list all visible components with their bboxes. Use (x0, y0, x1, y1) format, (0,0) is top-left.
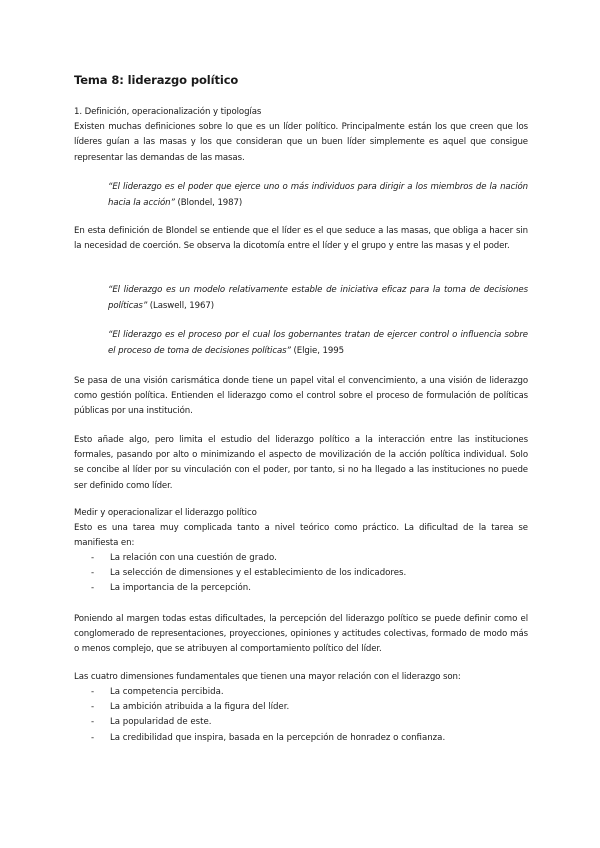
quote-blondel (108, 179, 528, 211)
paragraph-perception-text: Poniendo al margen todas estas dificultades, la percepción del liderazgo político se puede definir como el conglomerado de representaciones, proyecciones, opiniones y actitudes colectivas, formado de modo más o menos complejo, que se atribuyen al comportamiento político del líder. (74, 614, 528, 655)
section-2-heading: Medir y operacionalizar el liderazgo político (74, 508, 257, 518)
quote-laswell-cite: (Laswell, 1967) (147, 301, 214, 311)
quote-laswell-text: “El liderazgo es un modelo relativamente estable de iniciativa eficaz para la toma de decisiones políticas” (108, 285, 528, 311)
quote-elgie (108, 327, 528, 359)
paragraph-limits (74, 433, 528, 494)
list-item: - La credibilidad que inspira, basada en la percepción de honradez o confianza. (74, 731, 528, 746)
paragraph-perception (74, 612, 528, 658)
page-title: Tema 8: liderazgo político (74, 73, 239, 87)
list-item: - La competencia percibida. (74, 685, 528, 700)
list-item: - La popularidad de este. (74, 715, 528, 730)
section-1-heading: 1. Definición, operacionalización y tipologías (74, 107, 262, 117)
quote-elgie-cite: (Elgie, 1995 (290, 346, 344, 356)
list-dash: - (91, 702, 95, 713)
section-2 (74, 506, 528, 552)
dimensions-list (74, 685, 528, 746)
paragraph-blondel-text: En esta definición de Blondel se entiende que el líder es el que seduce a las masas, que obliga a hacer sin la necesidad de coerción. Se observa la dicotomía entre el líder y el grupo y entre las masas y el poder. (74, 226, 528, 252)
section-3-intro-text: Las cuatro dimensiones fundamentales que tienen una mayor relación con el liderazgo son: (74, 672, 461, 682)
list-item: - La ambición atribuida a la figura del líder. (74, 700, 528, 715)
list-dash: - (91, 732, 95, 743)
quote-blondel-text: “El liderazgo es el poder que ejerce uno o más individuos para dirigir a los miembros de la nación hacia la acción” (108, 182, 528, 208)
quote-blondel-cite: (Blondel, 1987) (174, 198, 243, 208)
paragraph-vision-text: Se pasa de una visión carismática donde tiene un papel vital el convencimiento, a una visión de liderazgo como gestión política. Entienden el liderazgo como el control sobre el proceso de formulación de políticas públicas por una institución. (74, 376, 528, 417)
quote-elgie-text: “El liderazgo es el proceso por el cual los gobernantes tratan de ejercer control o influencia sobre el proceso de toma de decisiones políticas” (108, 330, 528, 356)
list-dash: - (91, 568, 95, 579)
paragraph-vision (74, 374, 528, 420)
difficulties-list (74, 551, 528, 597)
section-1-paragraph: Existen muchas definiciones sobre lo que es un líder político. Principalmente están los que creen que los líderes guían a las masas y los que consideran que un buen líder simplemente es aquel que consigue representar las demandas de las masas. (74, 122, 528, 163)
quote-laswell (108, 282, 528, 314)
list-item: - La relación con una cuestión de grado. (74, 551, 528, 566)
list-dash: - (91, 583, 95, 594)
list-dash: - (91, 687, 95, 697)
list-dash: - (91, 717, 95, 728)
section-2-paragraph: Esto es una tarea muy complicada tanto a nivel teórico como práctico. La dificultad de la tarea se manifiesta en: (74, 523, 528, 549)
list-dash: - (91, 553, 95, 563)
paragraph-limits-text: Esto añade algo, pero limita el estudio del liderazgo político a la interacción entre las instituciones formales, pasando por alto o minimizando el aspecto de movilización de la acción política individual. Solo se concibe al líder por su vinculación con el poder, por tanto, si no ha llegado a las instituciones no puede ser definido como líder. (74, 435, 528, 491)
section-1 (74, 105, 528, 166)
list-item: - La importancia de la percepción. (74, 581, 528, 596)
paragraph-blondel (74, 224, 528, 254)
list-item: - La selección de dimensiones y el establecimiento de los indicadores. (74, 566, 528, 581)
section-3-intro (74, 670, 528, 685)
